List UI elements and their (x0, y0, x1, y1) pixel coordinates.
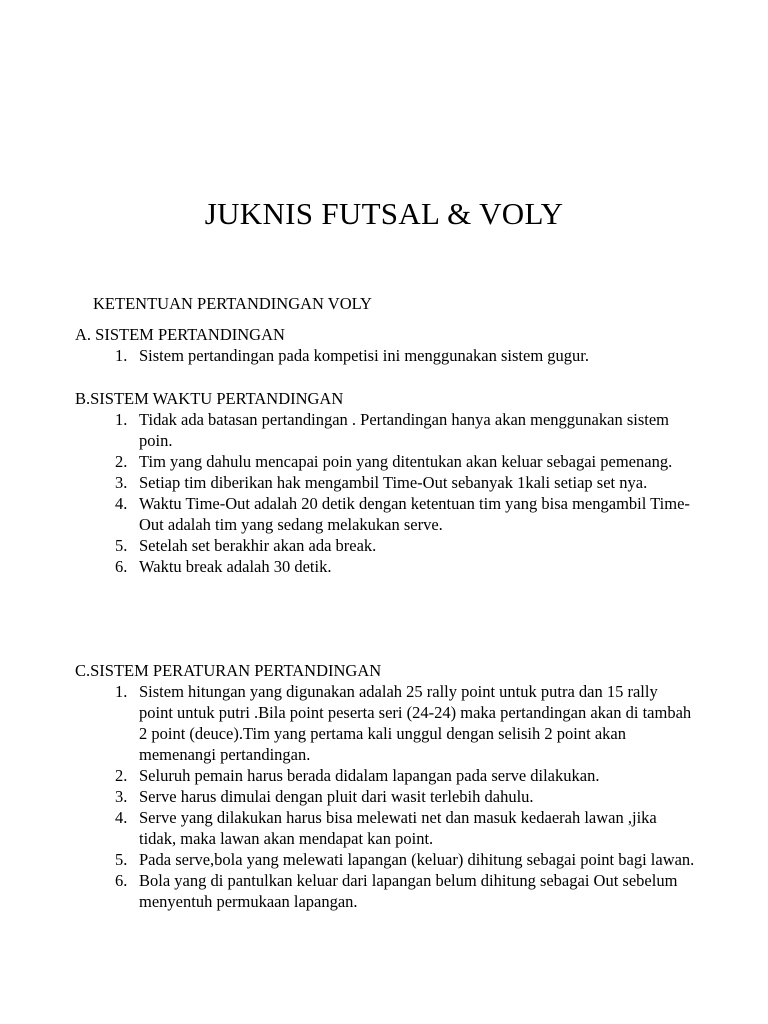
list-item (75, 345, 695, 366)
list-item-text: Setelah set berakhir akan ada break. (139, 536, 377, 555)
section-sistem-pertandingan (75, 324, 695, 366)
list-number: 5. (115, 536, 128, 555)
list-item-text: Seluruh pemain harus berada didalam lapangan pada serve dilakukan. (139, 766, 600, 785)
list-item (75, 849, 695, 870)
list-number: 4. (115, 808, 128, 827)
numbered-list (75, 345, 695, 366)
list-item (75, 807, 695, 849)
section-heading: C.SISTEM PERATURAN PERTANDINGAN (75, 661, 382, 680)
section-heading: B.SISTEM WAKTU PERTANDINGAN (75, 389, 344, 408)
list-item-text: Tidak ada batasan pertandingan . Pertandingan hanya akan menggunakan sistem poin. (139, 410, 669, 450)
document-subtitle: KETENTUAN PERTANDINGAN VOLY (93, 294, 372, 313)
list-item (75, 409, 695, 451)
list-item-text: Pada serve,bola yang melewati lapangan (keluar) dihitung sebagai point bagi lawan. (139, 850, 695, 869)
section-sistem-waktu-pertandingan (75, 388, 695, 577)
list-item (75, 451, 695, 472)
list-number: 1. (115, 346, 128, 365)
section-sistem-peraturan-pertandingan (75, 660, 695, 912)
list-item-text: Serve harus dimulai dengan pluit dari wasit terlebih dahulu. (139, 787, 534, 806)
list-number: 6. (115, 557, 128, 576)
list-number: 4. (115, 494, 128, 513)
list-number: 3. (115, 787, 128, 806)
list-item-text: Serve yang dilakukan harus bisa melewati net dan masuk kedaerah lawan ,jika tidak, maka lawan akan mendapat kan point. (139, 808, 657, 848)
list-item (75, 681, 695, 765)
list-item-text: Tim yang dahulu mencapai poin yang ditentukan akan keluar sebagai pemenang. (139, 452, 673, 471)
list-item (75, 556, 695, 577)
list-number: 3. (115, 473, 128, 492)
numbered-list (75, 409, 695, 577)
list-number: 1. (115, 410, 128, 429)
numbered-list (75, 681, 695, 912)
list-item (75, 786, 695, 807)
list-number: 2. (115, 766, 128, 785)
list-item (75, 535, 695, 556)
list-item-text: Sistem hitungan yang digunakan adalah 25 rally point untuk putra dan 15 rally point untuk putri .Bila point peserta seri (24-24) maka pertandingan akan di tambah 2 point (deuce).Tim yang pertama kali unggul dengan selisih 2 point akan memenangi pertandingan. (139, 682, 692, 764)
list-item (75, 493, 695, 535)
list-item (75, 765, 695, 786)
list-item-text: Sistem pertandingan pada kompetisi ini menggunakan sistem gugur. (139, 346, 590, 365)
document-title: JUKNIS FUTSAL & VOLY (204, 196, 564, 231)
list-item-text: Bola yang di pantulkan keluar dari lapangan belum dihitung sebagai Out sebelum menyentuh permukaan lapangan. (139, 871, 678, 911)
list-item (75, 472, 695, 493)
list-item-text: Setiap tim diberikan hak mengambil Time-Out sebanyak 1kali setiap set nya. (139, 473, 648, 492)
list-number: 6. (115, 871, 128, 890)
list-item-text: Waktu break adalah 30 detik. (139, 557, 332, 576)
list-item (75, 870, 695, 912)
section-heading: A. SISTEM PERTANDINGAN (75, 325, 285, 344)
list-number: 5. (115, 850, 128, 869)
list-number: 2. (115, 452, 128, 471)
list-number: 1. (115, 682, 128, 701)
list-item-text: Waktu Time-Out adalah 20 detik dengan ketentuan tim yang bisa mengambil Time-Out adalah tim yang sedang melakukan serve. (139, 494, 690, 534)
